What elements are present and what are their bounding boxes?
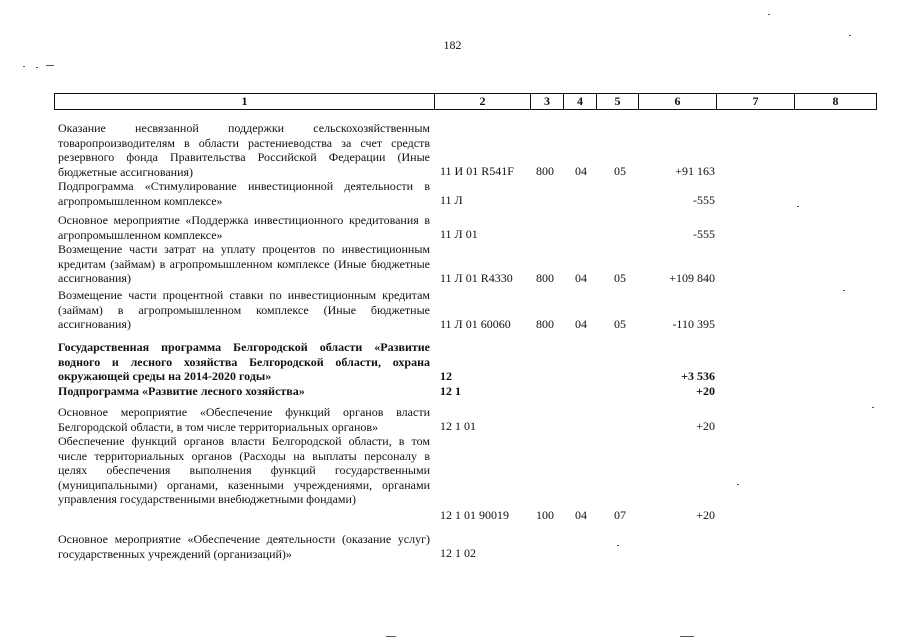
- page-number: 182: [443, 38, 462, 52]
- row-amount: -110 395: [672, 317, 715, 331]
- row-section: 04: [575, 164, 587, 178]
- scan-speck: [737, 484, 739, 485]
- row-name: Оказание несвязанной поддержки сельскохозяйственным товаропроизводителям в области растениеводства за счет средств резервного фонда Правительства Российской Федерации (Иные бюджетные ассигнования): [58, 121, 430, 179]
- scan-speck: [46, 65, 54, 66]
- row-amount: +20: [696, 384, 715, 398]
- row-subsection: 05: [614, 164, 626, 178]
- row-amount: +3 536: [681, 369, 715, 383]
- scan-speck: [617, 545, 619, 546]
- scan-speck: [23, 66, 25, 67]
- row-name: Основное мероприятие «Поддержка инвестиционного кредитования в агропромышленном комплексе»: [58, 213, 430, 242]
- row-amount: +91 163: [675, 164, 715, 178]
- row-code: 11 Л 01: [440, 227, 478, 241]
- column-header-5: 5: [597, 94, 639, 110]
- row-code: 12 1 01: [440, 419, 476, 433]
- scan-speck: [872, 407, 874, 408]
- row-section: 04: [575, 271, 587, 285]
- row-code: 11 Л: [440, 193, 463, 207]
- scan-speck: [680, 636, 694, 637]
- row-name: Государственная программа Белгородской области «Развитие водного и лесного хозяйства Белгородской области, охрана окружающей среды на 2014-2020 годы»: [58, 340, 430, 383]
- scan-speck: [386, 636, 396, 637]
- row-code: 11 Л 01 60060: [440, 317, 511, 331]
- row-code: 12 1 02: [440, 546, 476, 560]
- column-header-8: 8: [795, 94, 877, 110]
- row-code: 11 И 01 R541F: [440, 164, 514, 178]
- row-expense-type: 100: [536, 508, 554, 522]
- column-header-4: 4: [564, 94, 597, 110]
- column-header-1: 1: [55, 94, 435, 110]
- row-amount: +20: [696, 419, 715, 433]
- column-header-3: 3: [531, 94, 564, 110]
- scan-speck: [843, 290, 845, 291]
- scan-speck: [797, 206, 799, 207]
- row-subsection: 05: [614, 271, 626, 285]
- row-expense-type: 800: [536, 164, 554, 178]
- row-code: 12 1: [440, 384, 461, 398]
- row-section: 04: [575, 317, 587, 331]
- column-header-6: 6: [639, 94, 717, 110]
- row-name: Основное мероприятие «Обеспечение деятельности (оказание услуг) государственных учреждений (организаций)»: [58, 532, 430, 561]
- row-name: Возмещение части процентной ставки по инвестиционным кредитам (займам) в агропромышленном комплексе (Иные бюджетные ассигнования): [58, 288, 430, 331]
- row-name: Основное мероприятие «Обеспечение функций органов власти Белгородской области, в том числе территориальных органов»: [58, 405, 430, 434]
- row-name: Подпрограмма «Стимулирование инвестиционной деятельности в агропромышленном комплексе»: [58, 179, 430, 208]
- row-section: 04: [575, 508, 587, 522]
- row-subsection: 05: [614, 317, 626, 331]
- column-header-2: 2: [435, 94, 531, 110]
- row-amount: -555: [693, 227, 715, 241]
- row-expense-type: 800: [536, 271, 554, 285]
- column-header-7: 7: [717, 94, 795, 110]
- row-name: Возмещение части затрат на уплату процентов по инвестиционным кредитам (займам) в агропромышленном комплексе (Иные бюджетные ассигнования): [58, 242, 430, 285]
- scan-speck: [36, 67, 38, 68]
- row-subsection: 07: [614, 508, 626, 522]
- row-amount: +109 840: [669, 271, 715, 285]
- row-code: 12: [440, 369, 452, 383]
- row-amount: +20: [696, 508, 715, 522]
- row-name: Подпрограмма «Развитие лесного хозяйства»: [58, 384, 305, 398]
- row-code: 12 1 01 90019: [440, 508, 509, 522]
- scan-speck: [768, 14, 770, 15]
- row-code: 11 Л 01 R4330: [440, 271, 513, 285]
- row-name: Обеспечение функций органов власти Белгородской области, в том числе территориальных органов (Расходы на выплаты персоналу в целях обеспечения выполнения функций государственными (муниципальными) органами, казенными учреждениями, органами управления государственными внебюджетными фондами): [58, 434, 430, 506]
- row-expense-type: 800: [536, 317, 554, 331]
- row-amount: -555: [693, 193, 715, 207]
- scan-speck: [849, 35, 851, 36]
